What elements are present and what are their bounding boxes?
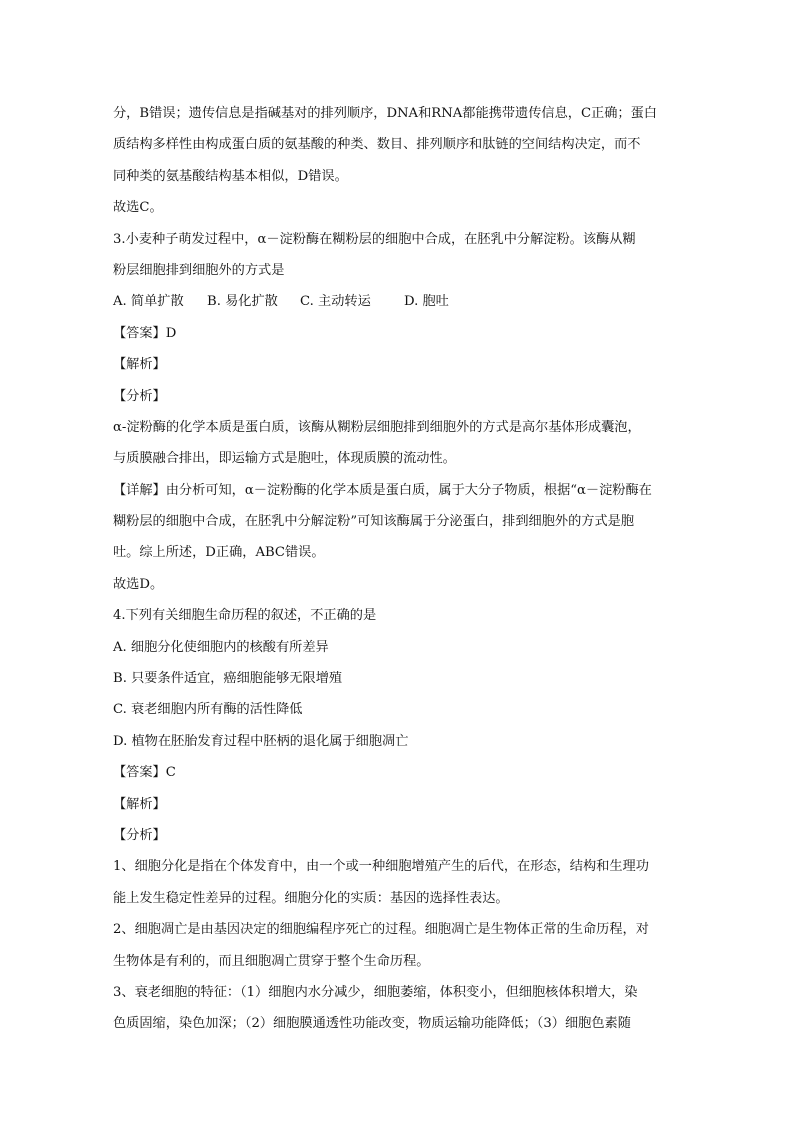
analysis-subheading: 【分析】 [113, 827, 166, 843]
option-a: A. 简单扩散 [113, 294, 184, 310]
option-b: B. 易化扩散 [207, 294, 278, 310]
answer-label: 【答案】D [113, 325, 177, 341]
text-line: 质结构多样性由构成蛋白质的氨基酸的种类、数目、排列顺序和肽链的空间结构决定，而不 [113, 137, 641, 153]
text-line: 故选D。 [113, 576, 164, 592]
option-c: C. 主动转运 [300, 294, 371, 310]
text-line: 1、细胞分化是指在个体发育中，由一个或一种细胞增殖产生的后代，在形态，结构和生理功 [113, 859, 649, 875]
question-3-stem: 3.小麦种子萌发过程中，α－淀粉酶在糊粉层的细胞中合成，在胚乳中分解淀粉。该酶从糊 [113, 231, 636, 247]
text-line: 同种类的氨基酸结构基本相似，D错误。 [113, 168, 348, 184]
text-line: 色质固缩，染色加深；（2）细胞膜通透性功能改变，物质运输功能降低；（3）细胞色素随 [113, 1016, 631, 1032]
option-d: D. 胞吐 [404, 294, 449, 310]
document-body [113, 98, 683, 1040]
text-line: α-淀粉酶的化学本质是蛋白质，该酶从糊粉层细胞排到细胞外的方式是高尔基体形成囊泡， [113, 419, 641, 435]
option-a: A. 细胞分化使细胞内的核酸有所差异 [113, 639, 329, 655]
text-line: 粉层细胞排到细胞外的方式是 [113, 262, 285, 278]
question-4-stem: 4.下列有关细胞生命历程的叙述，不正确的是 [113, 608, 377, 624]
text-line: 能上发生稳定性差异的过程。细胞分化的实质：基因的选择性表达。 [113, 890, 509, 906]
text-line: 故选C。 [113, 200, 163, 216]
text-line: 3、衰老细胞的特征：（1）细胞内水分减少，细胞萎缩，体积变小，但细胞核体积增大，染 [113, 984, 638, 1000]
text-line: 分，B错误；遗传信息是指碱基对的排列顺序，DNA和RNA都能携带遗传信息，C正确；蛋白 [113, 106, 657, 121]
text-line: 与质膜融合排出，即运输方式是胞吐，体现质膜的流动性。 [113, 451, 456, 467]
analysis-heading: 【解析】 [113, 796, 166, 812]
answer-label: 【答案】C [113, 765, 176, 781]
analysis-heading: 【解析】 [113, 357, 166, 373]
question-3-options [113, 286, 683, 317]
analysis-subheading: 【分析】 [113, 388, 166, 404]
text-line: 2、细胞凋亡是由基因决定的细胞编程序死亡的过程。细胞凋亡是生物体正常的生命历程，对 [113, 922, 649, 938]
text-line: 【详解】由分析可知，α－淀粉酶的化学本质是蛋白质，属于大分子物质，根据“α－淀粉酶在 [113, 482, 652, 498]
option-c: C. 衰老细胞内所有酶的活性降低 [113, 702, 303, 718]
text-line: 糊粉层的细胞中合成，在胚乳中分解淀粉”可知该酶属于分泌蛋白，排到细胞外的方式是胞 [113, 514, 635, 530]
option-d: D. 植物在胚胎发育过程中胚柄的退化属于细胞凋亡 [113, 733, 409, 749]
text-line: 吐。综上所述，D正确，ABC错误。 [113, 545, 325, 561]
option-b: B. 只要条件适宜，癌细胞能够无限增殖 [113, 671, 343, 687]
text-line: 生物体是有利的，而且细胞凋亡贯穿于整个生命历程。 [113, 953, 430, 969]
